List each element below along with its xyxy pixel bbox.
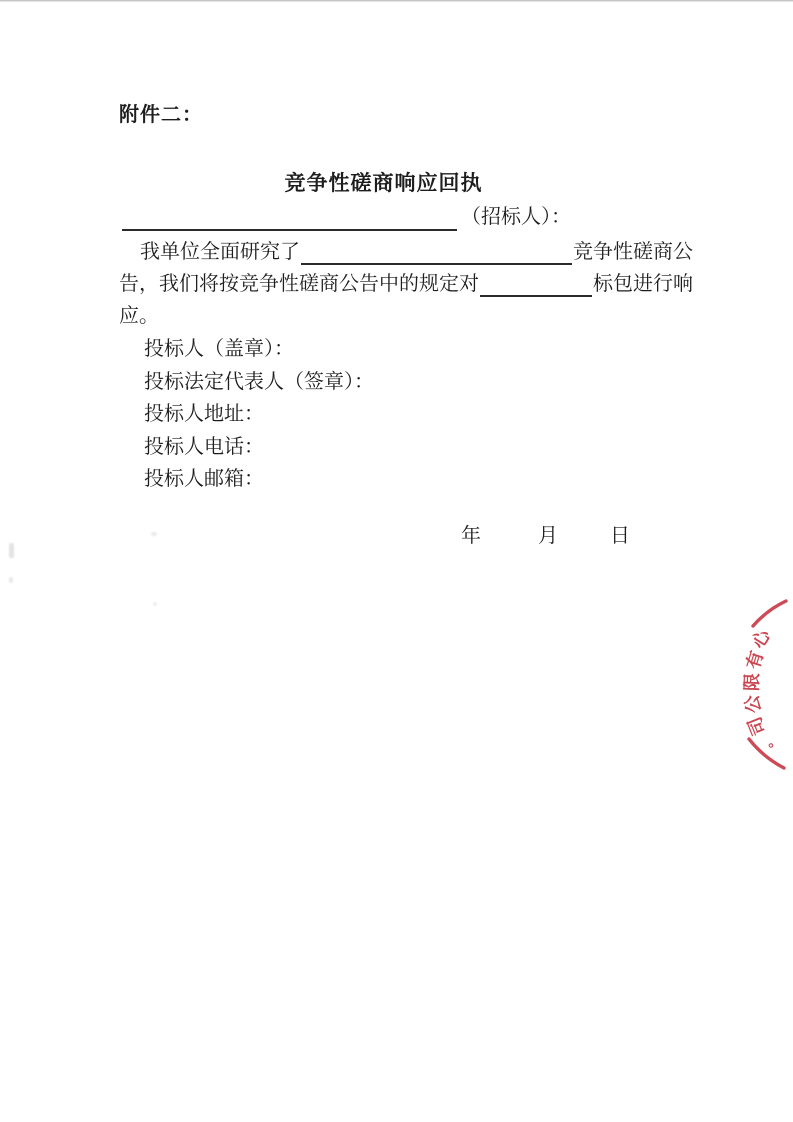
body-line2-post: 标包进行响 (593, 273, 693, 295)
seal-char-1: 心 (747, 626, 775, 652)
field-bidder-phone: 投标人电话： (144, 435, 264, 458)
scan-speck (151, 532, 157, 536)
company-seal-stamp (738, 597, 793, 772)
field-bidder-seal: 投标人（盖章）： (144, 338, 294, 360)
date-line (461, 524, 630, 548)
date-month-label: 月 (538, 525, 558, 547)
field-bidder-email: 投标人邮箱： (144, 468, 264, 490)
body-paragraph-line-3: 应。 (119, 305, 159, 327)
scan-speck (153, 602, 157, 606)
body-line1-post: 竞争性磋商公 (573, 241, 693, 263)
package-blank-underline (480, 291, 592, 297)
attachment-label: 附件二： (119, 104, 203, 126)
signature-fields (144, 333, 374, 496)
page-title: 竞争性磋商响应回执 (284, 172, 483, 195)
scan-speck (9, 577, 13, 583)
body-paragraph-line-1 (140, 240, 693, 265)
seal-char-2: 有 (742, 648, 768, 672)
body-paragraph-line-2 (119, 272, 693, 297)
seal-char-3: 限 (741, 672, 763, 692)
date-year-label: 年 (461, 525, 481, 547)
addressee-line (122, 204, 571, 231)
seal-char-6: 。 (754, 733, 776, 755)
announcement-blank-underline (301, 259, 572, 265)
seal-char-4: 公 (741, 693, 765, 715)
field-legal-representative: 投标法定代表人（签章）： (144, 370, 374, 393)
scan-speck (9, 543, 14, 558)
scan-edge-line (0, 0, 793, 2)
seal-arc-top (753, 601, 786, 626)
seal-char-5: 司 (744, 713, 770, 739)
addressee-blank-underline (122, 206, 457, 231)
body-line2-pre: 告，我们将按竞争性磋商公告中的规定对 (119, 273, 479, 295)
field-bidder-address: 投标人地址： (144, 403, 264, 425)
body-line1-pre: 我单位全面研究了 (140, 241, 300, 263)
date-day-label: 日 (610, 525, 630, 547)
addressee-suffix: （招标人）： (461, 206, 571, 228)
